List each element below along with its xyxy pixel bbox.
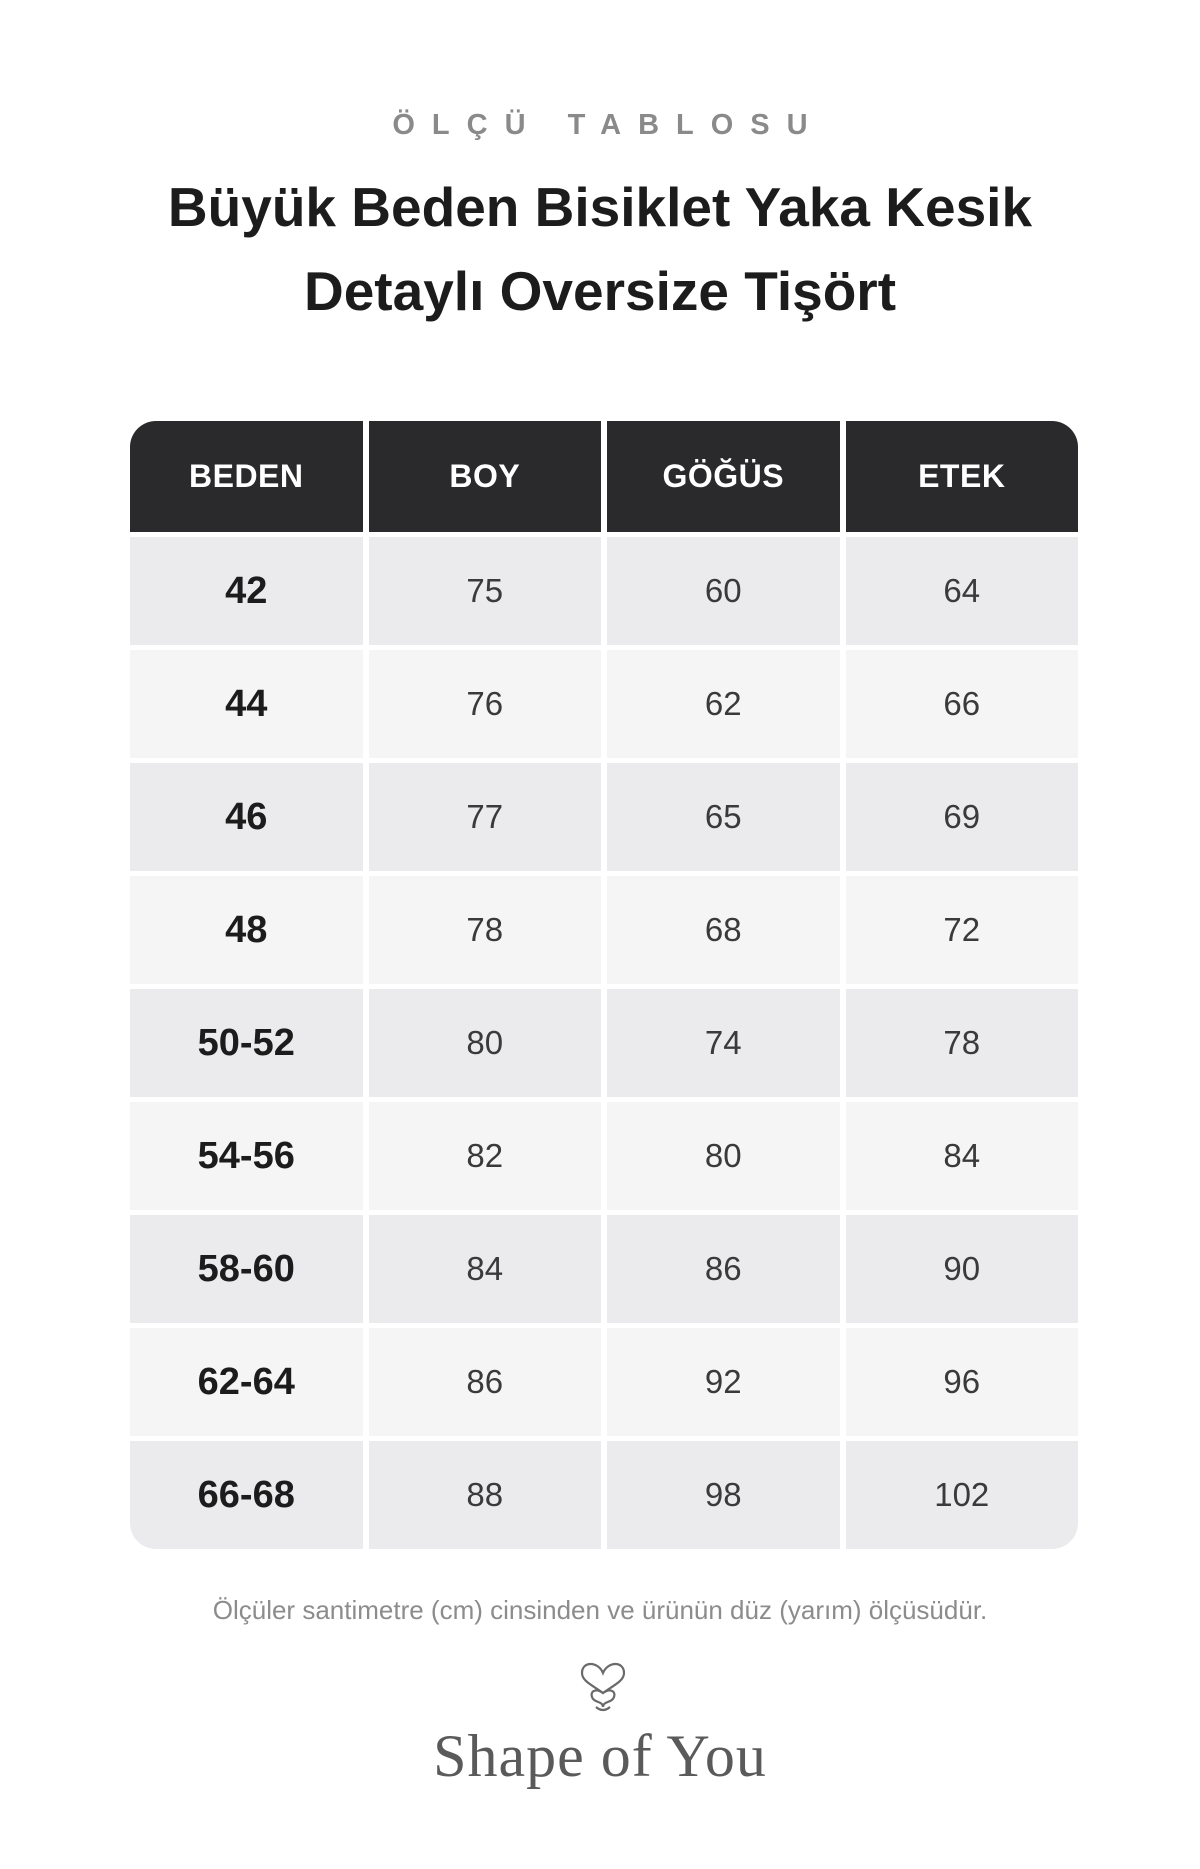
table-cell-etek: 102: [846, 1441, 1079, 1549]
table-cell-boy: 88: [369, 1441, 602, 1549]
table-cell-beden: 50-52: [130, 989, 363, 1097]
table-cell-boy: 84: [369, 1215, 602, 1323]
table-cell-gogus: 68: [607, 876, 840, 984]
table-cell-beden: 44: [130, 650, 363, 758]
table-cell-etek: 90: [846, 1215, 1079, 1323]
table-cell-etek: 72: [846, 876, 1079, 984]
column-header-etek: ETEK: [846, 421, 1079, 532]
table-cell-boy: 75: [369, 537, 602, 645]
table-cell-beden: 66-68: [130, 1441, 363, 1549]
heart-logo-icon: [572, 1655, 634, 1715]
table-cell-gogus: 65: [607, 763, 840, 871]
table-cell-boy: 80: [369, 989, 602, 1097]
table-cell-etek: 66: [846, 650, 1079, 758]
size-table-grid: [130, 421, 1078, 1549]
table-cell-gogus: 92: [607, 1328, 840, 1436]
table-cell-boy: 82: [369, 1102, 602, 1210]
table-cell-gogus: 60: [607, 537, 840, 645]
column-header-boy: BOY: [369, 421, 602, 532]
table-cell-etek: 78: [846, 989, 1079, 1097]
table-cell-gogus: 98: [607, 1441, 840, 1549]
table-cell-etek: 96: [846, 1328, 1079, 1436]
table-cell-etek: 69: [846, 763, 1079, 871]
table-cell-boy: 77: [369, 763, 602, 871]
table-cell-beden: 58-60: [130, 1215, 363, 1323]
table-cell-beden: 48: [130, 876, 363, 984]
measurement-note: Ölçüler santimetre (cm) cinsinden ve ürünün düz (yarım) ölçüsüdür.: [212, 1595, 988, 1625]
size-table: [130, 421, 1078, 1549]
table-cell-etek: 84: [846, 1102, 1079, 1210]
table-cell-boy: 86: [369, 1328, 602, 1436]
page-kicker: ÖLÇÜ TABLOSU: [392, 109, 825, 141]
table-cell-beden: 46: [130, 763, 363, 871]
column-header-gogus: GÖĞÜS: [607, 421, 840, 532]
page-title: Büyük Beden Bisiklet Yaka Kesik Detaylı Oversize Tişört: [167, 176, 1033, 322]
table-cell-beden: 42: [130, 537, 363, 645]
table-cell-boy: 76: [369, 650, 602, 758]
table-cell-gogus: 86: [607, 1215, 840, 1323]
table-cell-gogus: 74: [607, 989, 840, 1097]
table-cell-beden: 62-64: [130, 1328, 363, 1436]
table-cell-gogus: 80: [607, 1102, 840, 1210]
table-cell-boy: 78: [369, 876, 602, 984]
table-cell-gogus: 62: [607, 650, 840, 758]
column-header-beden: BEDEN: [130, 421, 363, 532]
table-cell-etek: 64: [846, 537, 1079, 645]
brand-name: Shape of You: [433, 1723, 767, 1789]
table-cell-beden: 54-56: [130, 1102, 363, 1210]
